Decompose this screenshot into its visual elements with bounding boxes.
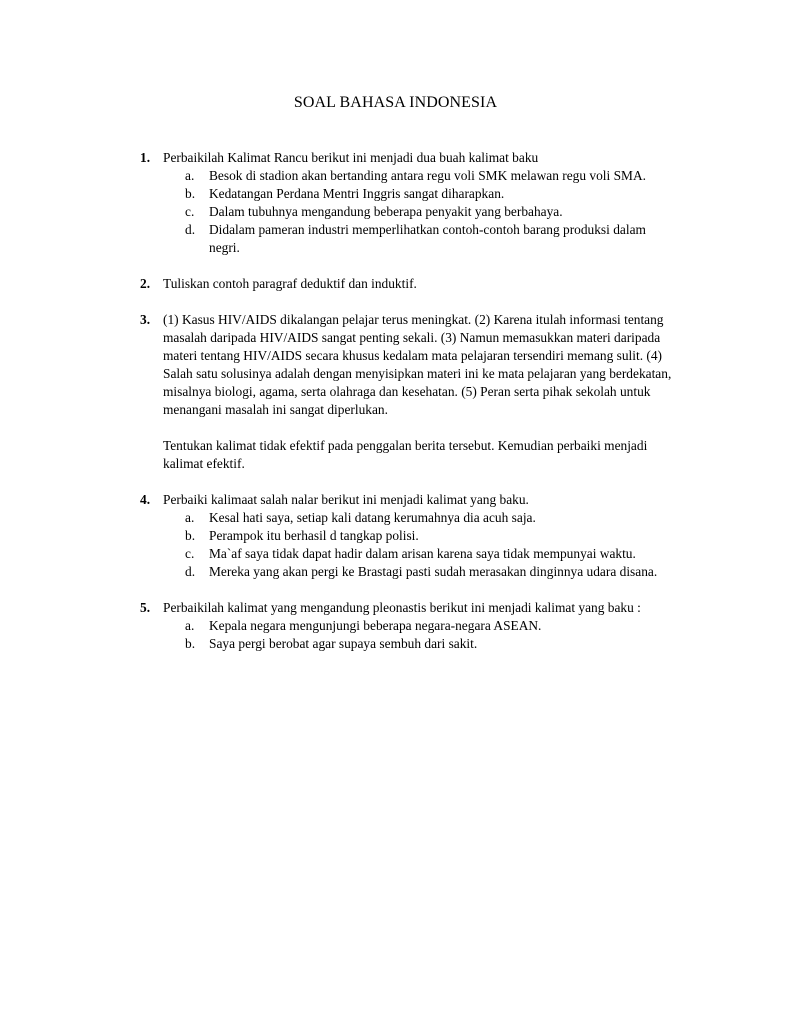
item-text: Perampok itu berhasil d tangkap polisi. — [209, 528, 419, 543]
question-number: 3. — [140, 312, 151, 327]
list-item — [163, 527, 680, 545]
item-text: Kepala negara mengunjungi beberapa negara-negara ASEAN. — [209, 618, 542, 633]
question-text: Perbaikilah kalimat yang mengandung pleonastis berikut ini menjadi kalimat yang baku : — [163, 600, 641, 615]
item-letter: a. — [185, 510, 195, 525]
question-list — [140, 149, 680, 671]
item-letter: c. — [185, 546, 195, 561]
list-item — [163, 617, 680, 635]
question-text: Perbaikilah Kalimat Rancu berikut ini menjadi dua buah kalimat baku — [163, 150, 539, 165]
item-text: Mereka yang akan pergi ke Brastagi pasti sudah merasakan dinginnya udara disana. — [209, 564, 658, 579]
question-passage: (1) Kasus HIV/AIDS dikalangan pelajar terus meningkat. (2) Karena itulah informasi tentang masalah daripada HIV/AIDS sangat penting sekali. (3) Namun memasukkan materi daripada materi tentang HIV/AIDS secara khusus kedalam mata pelajaran tersendiri memang sulit. (4) Salah satu solusinya adalah dengan menyisipkan materi ini ke mata pelajaran yang berdekatan, misalnya biologi, agama, serta olahraga dan kesehatan. (5) Peran serta pihak sekolah untuk menangani masalah ini sangat diperlukan. — [163, 312, 672, 417]
item-text: Didalam pameran industri memperlihatkan contoh-contoh barang produksi dalam negri. — [209, 222, 646, 255]
question-number: 1. — [140, 150, 151, 165]
list-item — [163, 635, 680, 653]
question-number: 2. — [140, 276, 151, 291]
item-letter: c. — [185, 204, 195, 219]
question-2 — [140, 275, 680, 293]
question-number: 5. — [140, 600, 151, 615]
list-item — [163, 185, 680, 203]
question-text: Tuliskan contoh paragraf deduktif dan induktif. — [163, 276, 417, 291]
item-letter: a. — [185, 168, 195, 183]
list-item — [163, 563, 680, 581]
list-item — [163, 167, 680, 185]
sub-item-list — [163, 617, 680, 653]
item-text: Ma`af saya tidak dapat hadir dalam arisan karena saya tidak mempunyai waktu. — [209, 546, 636, 561]
item-letter: d. — [185, 564, 196, 579]
item-letter: b. — [185, 186, 196, 201]
list-item — [163, 545, 680, 563]
sub-item-list — [163, 509, 680, 581]
sub-item-list — [163, 167, 680, 257]
question-number: 4. — [140, 492, 151, 507]
item-text: Kesal hati saya, setiap kali datang kerumahnya dia acuh saja. — [209, 510, 536, 525]
item-letter: a. — [185, 618, 195, 633]
question-1 — [140, 149, 680, 257]
page-title: SOAL BAHASA INDONESIA — [293, 94, 498, 111]
list-item — [163, 509, 680, 527]
item-letter: d. — [185, 222, 196, 237]
question-3 — [140, 311, 680, 473]
item-text: Besok di stadion akan bertanding antara regu voli SMK melawan regu voli SMA. — [209, 168, 646, 183]
question-instruction: Tentukan kalimat tidak efektif pada penggalan berita tersebut. Kemudian perbaiki menjadi kalimat efektif. — [163, 438, 648, 471]
question-5 — [140, 599, 680, 653]
question-4 — [140, 491, 680, 581]
list-item — [163, 221, 680, 257]
item-text: Saya pergi berobat agar supaya sembuh dari sakit. — [209, 636, 478, 651]
item-text: Dalam tubuhnya mengandung beberapa penyakit yang berbahaya. — [209, 204, 563, 219]
question-text: Perbaiki kalimaat salah nalar berikut ini menjadi kalimat yang baku. — [163, 492, 529, 507]
item-letter: b. — [185, 528, 196, 543]
list-item — [163, 203, 680, 221]
item-text: Kedatangan Perdana Mentri Inggris sangat diharapkan. — [209, 186, 505, 201]
item-letter: b. — [185, 636, 196, 651]
